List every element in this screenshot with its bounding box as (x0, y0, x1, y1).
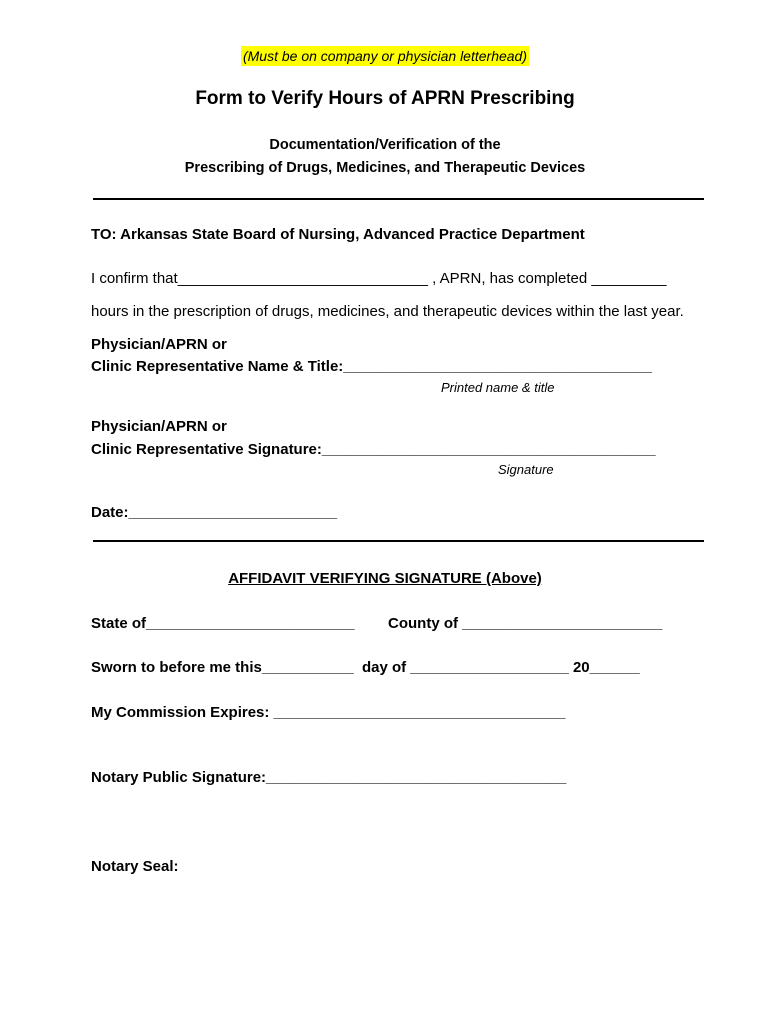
sworn-field[interactable]: Sworn to before me this___________ day of ___________________ 20______ (91, 659, 640, 676)
subtitle-line-1: Documentation/Verification of the (269, 137, 501, 153)
hours-line: hours in the prescription of drugs, medicines, and therapeutic devices within the last year. (91, 303, 684, 320)
header-divider (93, 198, 704, 200)
rep-signature-field[interactable]: Clinic Representative Signature:________________________________________ (91, 441, 656, 458)
date-field[interactable]: Date:_________________________ (91, 504, 338, 521)
subtitle-line-2: Prescribing of Drugs, Medicines, and Therapeutic Devices (184, 160, 586, 176)
rep-sig-label-1: Physician/APRN or (91, 418, 227, 435)
rep-name-label-1: Physician/APRN or (91, 336, 227, 353)
commission-expires-field[interactable]: My Commission Expires: ___________________________________ (91, 704, 566, 721)
rep-sig-hint: Signature (498, 462, 554, 477)
letterhead-note-text: (Must be on company or physician letterhead) (242, 48, 528, 64)
letterhead-note (0, 48, 770, 64)
county-field[interactable]: County of ________________________ (388, 615, 663, 632)
confirm-line[interactable]: I confirm that______________________________ , APRN, has completed _________ (91, 270, 667, 287)
to-line: TO: Arkansas State Board of Nursing, Advanced Practice Department (91, 226, 585, 243)
rep-name-field[interactable]: Clinic Representative Name & Title:_____________________________________ (91, 358, 652, 375)
notary-seal-label: Notary Seal: (91, 858, 179, 875)
state-field[interactable]: State of_________________________ (91, 615, 355, 632)
affidavit-heading: AFFIDAVIT VERIFYING SIGNATURE (Above) (228, 570, 542, 587)
notary-signature-field[interactable]: Notary Public Signature:____________________________________ (91, 769, 567, 786)
form-title: Form to Verify Hours of APRN Prescribing (195, 88, 575, 109)
rep-name-hint: Printed name & title (441, 380, 555, 395)
section-divider (93, 540, 704, 542)
